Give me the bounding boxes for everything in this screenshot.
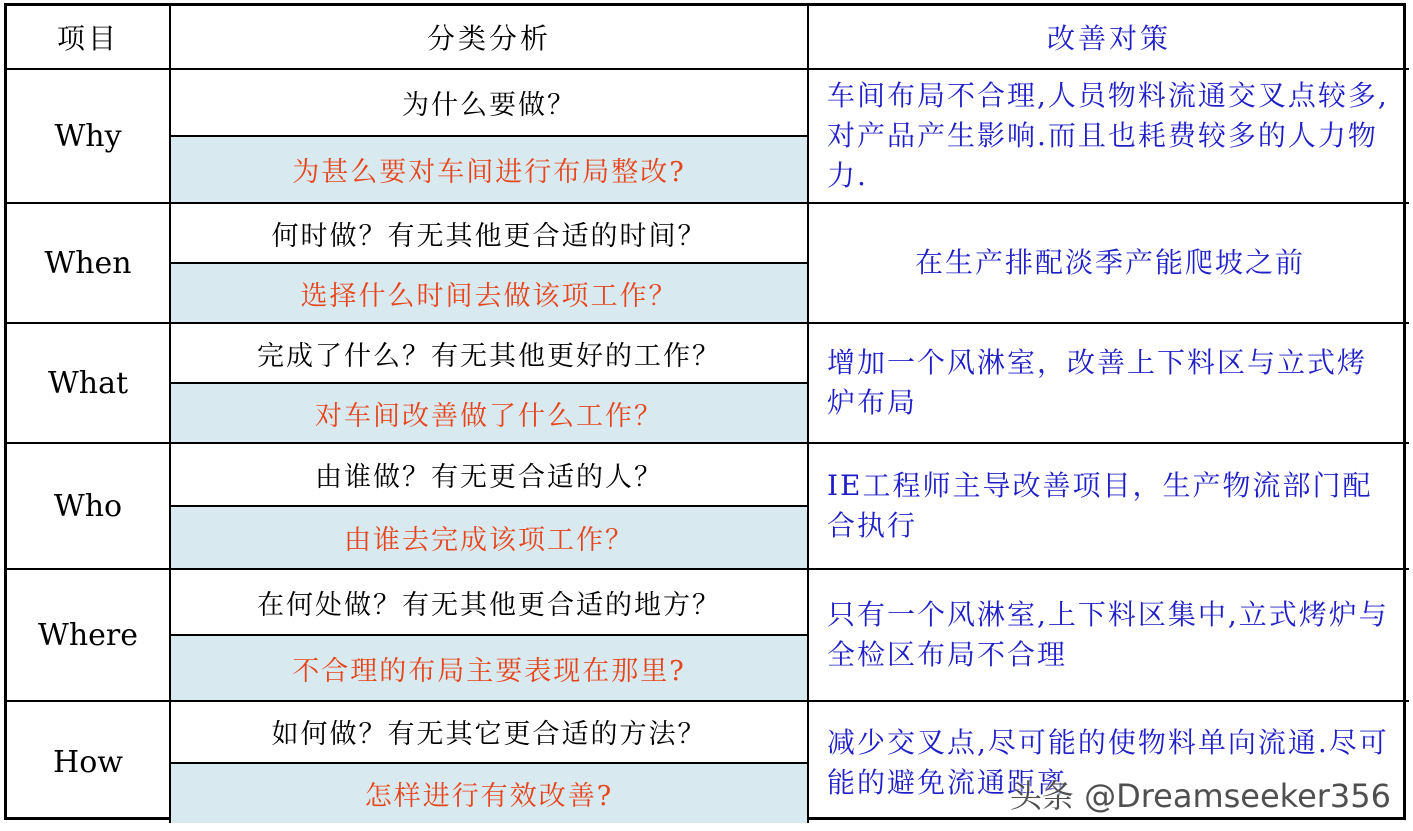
header-analysis: 分类分析 bbox=[171, 6, 809, 70]
question-text: 何时做？有无其他更合适的时间？ bbox=[171, 204, 807, 264]
measure-text: IE工程师主导改善项目，生产物流部门配合执行 bbox=[809, 444, 1409, 570]
measure-text: 在生产排配淡季产能爬坡之前 bbox=[809, 204, 1409, 324]
measure-text: 减少交叉点,尽可能的使物料单向流通.尽可能的避免流通距离 bbox=[827, 725, 1389, 799]
row-item-who: Who bbox=[7, 444, 171, 570]
row-item-where: Where bbox=[7, 570, 171, 702]
watermark: 头条 @Dreamseeker356 bbox=[1009, 777, 1391, 815]
5w1h-table bbox=[4, 3, 1406, 820]
question-text: 完成了什么？有无其他更好的工作？ bbox=[171, 324, 807, 384]
row-item-why: Why bbox=[7, 70, 171, 204]
header-measure: 改善对策 bbox=[809, 6, 1409, 70]
answer-text: 对车间改善做了什么工作？ bbox=[171, 384, 807, 442]
row-analysis-how bbox=[171, 702, 809, 823]
answer-text: 由谁去完成该项工作？ bbox=[171, 507, 807, 568]
row-analysis-who bbox=[171, 444, 809, 570]
row-analysis-why bbox=[171, 70, 809, 204]
row-item-when: When bbox=[7, 204, 171, 324]
row-analysis-when bbox=[171, 204, 809, 324]
answer-text: 不合理的布局主要表现在那里? bbox=[171, 636, 807, 700]
measure-text: 增加一个风淋室，改善上下料区与立式烤炉布局 bbox=[809, 324, 1409, 444]
row-analysis-where bbox=[171, 570, 809, 702]
row-analysis-what bbox=[171, 324, 809, 444]
header-item: 项目 bbox=[7, 6, 171, 70]
row-item-how: How bbox=[7, 702, 171, 823]
question-text: 由谁做？有无更合适的人？ bbox=[171, 444, 807, 507]
answer-text: 怎样进行有效改善? bbox=[171, 764, 807, 824]
answer-text: 选择什么时间去做该项工作？ bbox=[171, 264, 807, 322]
measure-text: 只有一个风淋室,上下料区集中,立式烤炉与全检区布局不合理 bbox=[809, 570, 1409, 702]
question-text: 如何做？有无其它更合适的方法？ bbox=[171, 702, 807, 764]
row-item-what: What bbox=[7, 324, 171, 444]
question-text: 为什么要做？ bbox=[171, 70, 807, 137]
question-text: 在何处做？有无其他更合适的地方？ bbox=[171, 570, 807, 636]
answer-text: 为甚么要对车间进行布局整改? bbox=[171, 137, 807, 202]
measure-text: 车间布局不合理,人员物料流通交叉点较多,对产品产生影响.而且也耗费较多的人力物力. bbox=[809, 70, 1409, 204]
